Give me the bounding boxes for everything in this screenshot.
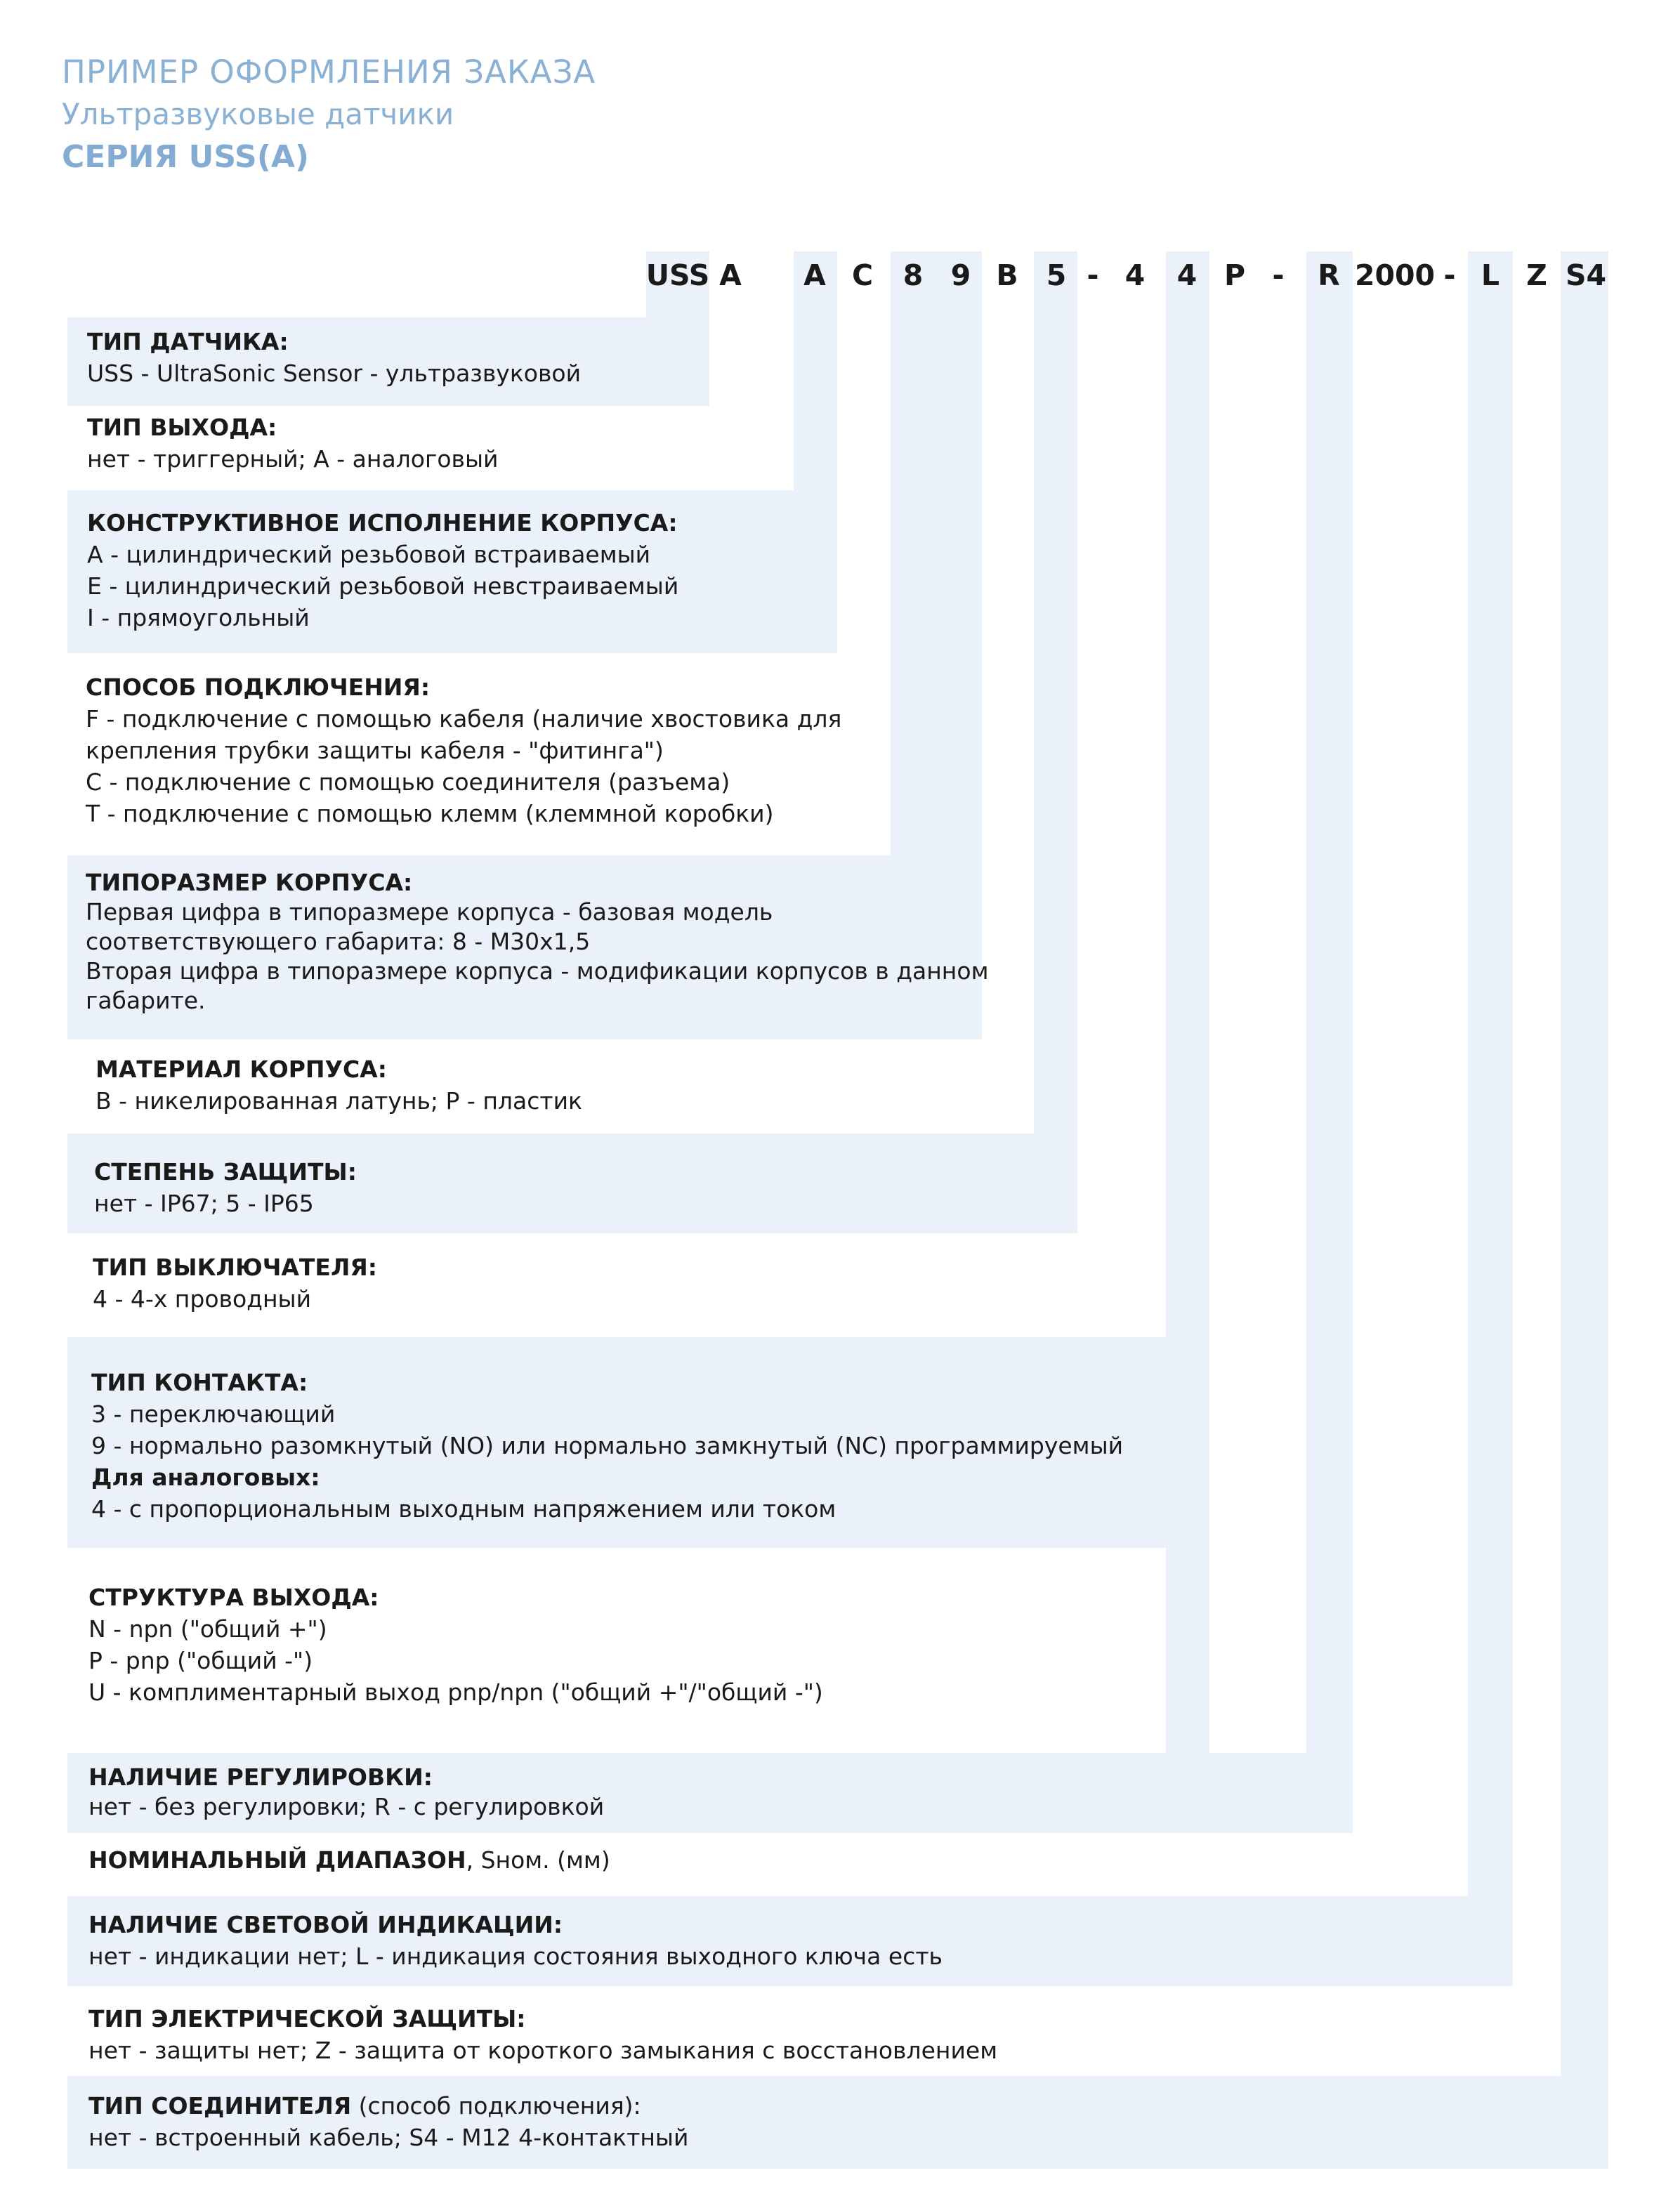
section-line: 3 - переключающий: [91, 1400, 336, 1428]
section-title: ТИПОРАЗМЕР КОРПУСА:: [86, 869, 413, 896]
page-subtitle: Ультразвуковые датчики: [62, 97, 454, 131]
section-line: 9 - нормально разомкнутый (NO) или нормально замкнутый (NC) программируемый: [91, 1432, 1124, 1459]
section-switch-type: [93, 1251, 377, 1315]
section-line: А - цилиндрический резьбовой встраиваемый: [87, 541, 651, 568]
section-title: НАЛИЧИЕ СВЕТОВОЙ ИНДИКАЦИИ:: [88, 1911, 563, 1938]
section-line: нет - защиты нет; Z - защита от короткого замыкания с восстановлением: [88, 2037, 998, 2064]
section-light-indication: [88, 1909, 943, 1972]
code-segment: S4: [1565, 258, 1607, 292]
section-line: N - npn ("общий +"): [88, 1615, 327, 1643]
code-segment: C: [851, 258, 874, 292]
section-line: нет - IP67; 5 - IP65: [94, 1190, 314, 1217]
code-segment: -: [1443, 258, 1456, 292]
section-adjustment: [88, 1763, 604, 1822]
code-segment: 9: [950, 258, 971, 292]
section-line: В - никелированная латунь; Р - пластик: [96, 1087, 582, 1115]
section-line: USS - UltraSonic Sensor - ультразвуковой: [87, 360, 582, 387]
section-contact-type: [91, 1367, 1123, 1525]
section-title: МАТЕРИАЛ КОРПУСА:: [96, 1056, 387, 1083]
section-title: НАЛИЧИЕ РЕГУЛИРОВКИ:: [88, 1763, 433, 1791]
code-segment: Z: [1526, 258, 1547, 292]
section-line: Вторая цифра в типоразмере корпуса - модификации корпусов в данном: [86, 957, 989, 985]
section-line: I - прямоугольный: [87, 604, 310, 631]
section-title: ТИП ВЫХОДА:: [87, 414, 277, 441]
section-title: ТИП ЭЛЕКТРИЧЕСКОЙ ЗАЩИТЫ:: [88, 2005, 526, 2032]
section-housing-size: [86, 868, 988, 1016]
section-line: 4 - 4-х проводный: [93, 1285, 312, 1313]
section-title: ТИП СОЕДИНИТЕЛЯ: [88, 2092, 352, 2120]
section-title: ТИП ДАТЧИКА:: [87, 328, 289, 355]
code-segment: R: [1318, 258, 1340, 292]
code-segment: P: [1223, 258, 1246, 292]
section-electrical-protection: [88, 2003, 997, 2066]
section-title: ТИП КОНТАКТА:: [91, 1369, 308, 1396]
section-output-structure: [88, 1582, 823, 1708]
section-title-suffix: , Sном. (мм): [466, 1846, 610, 1874]
section-line: 4 - с пропорциональным выходным напряжением или током: [91, 1495, 836, 1523]
section-line: габарите.: [86, 987, 206, 1014]
section-title: КОНСТРУКТИВНОЕ ИСПОЛНЕНИЕ КОРПУСА:: [87, 509, 678, 537]
section-line: крепления трубки защиты кабеля - "фитинга"): [86, 737, 664, 764]
section-protection-degree: [94, 1156, 357, 1219]
section-nominal-range: [88, 1844, 610, 1876]
section-title-suffix: (способ подключения):: [351, 2092, 641, 2120]
section-housing-material: [96, 1053, 582, 1117]
section-title: СПОСОБ ПОДКЛЮЧЕНИЯ:: [86, 674, 431, 701]
code-segment: A: [719, 258, 742, 292]
page-title: ПРИМЕР ОФОРМЛЕНИЯ ЗАКАЗА: [62, 53, 596, 91]
section-housing-design: [87, 507, 678, 633]
section-line: F - подключение с помощью кабеля (наличие хвостовика для: [86, 705, 842, 732]
section-line: P - pnp ("общий -"): [88, 1647, 313, 1674]
section-output-type: [87, 412, 498, 475]
section-line: соответствующего габарита: 8 - М30х1,5: [86, 928, 591, 955]
code-segment: 2000: [1354, 258, 1436, 292]
section-line: Первая цифра в типоразмере корпуса - базовая модель: [86, 898, 773, 926]
section-title: СТРУКТУРА ВЫХОДА:: [88, 1584, 379, 1611]
section-line: С - подключение с помощью соединителя (разъема): [86, 768, 730, 796]
code-segment: 4: [1124, 258, 1146, 292]
section-subtitle: Для аналоговых:: [91, 1464, 320, 1491]
section-title: СТЕПЕНЬ ЗАЩИТЫ:: [94, 1158, 357, 1185]
section-title: ТИП ВЫКЛЮЧАТЕЛЯ:: [93, 1254, 377, 1281]
section-title: НОМИНАЛЬНЫЙ ДИАПАЗОН: [88, 1846, 466, 1874]
section-line: нет - триггерный; А - аналоговый: [87, 445, 499, 473]
section-line: нет - индикации нет; L - индикация состояния выходного ключа есть: [88, 1943, 943, 1970]
code-segment: 4: [1176, 258, 1197, 292]
code-segment: -: [1087, 258, 1099, 292]
section-connection-method: [86, 671, 841, 829]
section-line: U - комплиментарный выход pnp/npn ("общий +"/"общий -"): [88, 1678, 823, 1706]
section-sensor-type: [87, 326, 581, 389]
series-title: СЕРИЯ USS(A): [62, 139, 310, 175]
code-segment: -: [1272, 258, 1285, 292]
code-segment: 5: [1046, 258, 1067, 292]
code-segment: B: [996, 258, 1018, 292]
code-segment: USS: [645, 258, 710, 292]
code-segment: 8: [903, 258, 924, 292]
code-segment: A: [803, 258, 826, 292]
section-connector-type: [88, 2090, 688, 2153]
code-segment: L: [1481, 258, 1500, 292]
section-line: Т - подключение с помощью клемм (клеммной коробки): [86, 800, 774, 827]
section-line: Е - цилиндрический резьбовой невстраиваемый: [87, 572, 679, 600]
section-line: нет - без регулировки; R - с регулировкой: [88, 1793, 605, 1820]
section-line: нет - встроенный кабель; S4 - М12 4-контактный: [88, 2124, 689, 2151]
